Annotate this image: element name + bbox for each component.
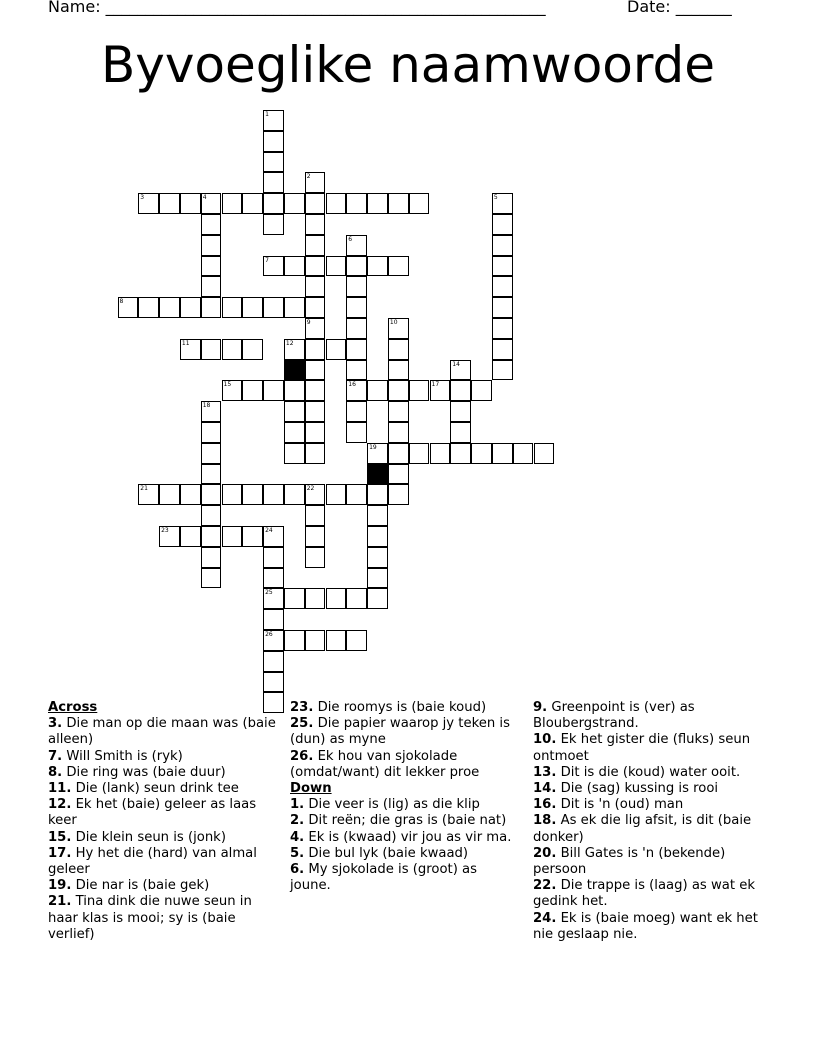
- clue-number: 17: [431, 381, 440, 389]
- crossword-cell[interactable]: [346, 630, 367, 651]
- crossword-cell[interactable]: [326, 630, 347, 651]
- clue-across-26: 26. Ek hou van sjokolade (omdat/want) dit lekker proe: [290, 748, 480, 780]
- crossword-cell[interactable]: [305, 547, 326, 568]
- crossword-cell[interactable]: [305, 401, 326, 422]
- crossword-cell[interactable]: [263, 297, 284, 318]
- crossword-cell[interactable]: [388, 193, 409, 214]
- crossword-cell[interactable]: [201, 235, 222, 256]
- crossword-cell[interactable]: [118, 297, 139, 318]
- crossword-cell[interactable]: [388, 484, 409, 505]
- crossword-cell[interactable]: [263, 152, 284, 173]
- crossword-cell[interactable]: [346, 256, 367, 277]
- crossword-cell[interactable]: [305, 443, 326, 464]
- crossword-cell[interactable]: [242, 339, 263, 360]
- crossword-cell[interactable]: [492, 297, 513, 318]
- clue-across-3: 3. Die man op die maan was (baie alleen): [48, 716, 276, 748]
- clue-across-17: 17. Hy het die (hard) van almal geleer: [48, 845, 257, 878]
- clue-across-12: 12. Ek het (baie) geleer as laas keer: [48, 797, 257, 829]
- crossword-cell[interactable]: [346, 276, 367, 297]
- crossword-cell[interactable]: [305, 256, 326, 277]
- clue-number: 11: [181, 339, 190, 347]
- crossword-cell[interactable]: [305, 360, 326, 381]
- crossword-cell[interactable]: [263, 484, 284, 505]
- clue-across-7: 7. Will Smith is (ryk): [48, 748, 183, 764]
- crossword-cell[interactable]: [346, 422, 367, 443]
- clue-down-16: 16. Dit is 'n (oud) man: [533, 797, 684, 813]
- crossword-cell[interactable]: [263, 672, 284, 693]
- crossword-cell[interactable]: [263, 131, 284, 152]
- crossword-cell[interactable]: [367, 568, 388, 589]
- crossword-cell[interactable]: [222, 193, 243, 214]
- crossword-cell[interactable]: [450, 380, 471, 401]
- clue-down-2: 2. Dit reën; die gras is (baie nat): [290, 813, 507, 829]
- crossword-cell[interactable]: [222, 484, 243, 505]
- crossword-cell[interactable]: [492, 360, 513, 381]
- crossword-cell[interactable]: [305, 339, 326, 360]
- crossword-cell[interactable]: [326, 339, 347, 360]
- crossword-cell[interactable]: [201, 464, 222, 485]
- clue-number: 15: [223, 381, 232, 389]
- crossword-cell[interactable]: [513, 443, 534, 464]
- crossword-cell[interactable]: [201, 297, 222, 318]
- crossword-cell[interactable]: [263, 110, 284, 131]
- clue-column-3: [533, 700, 761, 943]
- clue-number: 7: [265, 256, 269, 264]
- crossword-cell[interactable]: [346, 193, 367, 214]
- crossword-cell[interactable]: [305, 526, 326, 547]
- clue-number: 12: [285, 339, 294, 347]
- crossword-cell[interactable]: [305, 172, 326, 193]
- clue-number: 8: [119, 298, 124, 306]
- crossword-cell[interactable]: [159, 484, 180, 505]
- crossword-cell[interactable]: [492, 339, 513, 360]
- clue-down-6: 6. My sjokolade is (groot) as joune.: [290, 862, 477, 894]
- crossword-cell[interactable]: [409, 193, 430, 214]
- crossword-cell[interactable]: [284, 380, 305, 401]
- crossword-cell[interactable]: [346, 360, 367, 381]
- crossword-cell[interactable]: [263, 193, 284, 214]
- crossword-cell[interactable]: [305, 214, 326, 235]
- crossword-cell[interactable]: [346, 484, 367, 505]
- crossword-cell[interactable]: [534, 443, 555, 464]
- crossword-cell[interactable]: [201, 401, 222, 422]
- crossword-cell[interactable]: [346, 235, 367, 256]
- crossword-cell[interactable]: [388, 422, 409, 443]
- crossword-cell[interactable]: [222, 526, 243, 547]
- crossword-cell[interactable]: [284, 339, 305, 360]
- crossword-cell[interactable]: [263, 547, 284, 568]
- crossword-cell[interactable]: [201, 443, 222, 464]
- crossword-cell[interactable]: [346, 380, 367, 401]
- crossword-cell[interactable]: [367, 256, 388, 277]
- clue-down-4: 4. Ek is (kwaad) vir jou as vir ma.: [290, 829, 512, 845]
- crossword-cell[interactable]: [367, 547, 388, 568]
- crossword-cell[interactable]: [201, 339, 222, 360]
- page-title: Byvoeglike naamwoorde: [100, 36, 716, 94]
- crossword-cell[interactable]: [201, 568, 222, 589]
- crossword-cell[interactable]: [367, 380, 388, 401]
- crossword-cell[interactable]: [159, 526, 180, 547]
- crossword-cell[interactable]: [284, 422, 305, 443]
- clue-across-15: 15. Die klein seun is (jonk): [48, 829, 226, 845]
- crossword-cell[interactable]: [305, 297, 326, 318]
- crossword-cell[interactable]: [492, 443, 513, 464]
- crossword-cell[interactable]: [305, 630, 326, 651]
- crossword-cell[interactable]: [305, 484, 326, 505]
- crossword-cell[interactable]: [284, 443, 305, 464]
- crossword-cell[interactable]: [367, 193, 388, 214]
- clue-down-13: 13. Dit is die (koud) water ooit.: [533, 764, 741, 780]
- crossword-cell[interactable]: [138, 484, 159, 505]
- clue-number: 16: [348, 381, 356, 389]
- crossword-cell[interactable]: [284, 297, 305, 318]
- crossword-cell[interactable]: [305, 380, 326, 401]
- crossword-cell[interactable]: [305, 235, 326, 256]
- crossword-cell[interactable]: [388, 360, 409, 381]
- clue-down-10: 10. Ek het gister die (fluks) seun ontmoet: [533, 732, 751, 764]
- crossword-cell[interactable]: [263, 630, 284, 651]
- crossword-cell[interactable]: [346, 297, 367, 318]
- crossword-cell[interactable]: [305, 193, 326, 214]
- crossword-cell[interactable]: [284, 484, 305, 505]
- clue-across-21: 21. Tina dink die nuwe seun in haar klas is mooi; sy is (baie verlief): [48, 894, 252, 942]
- crossword-cell[interactable]: [388, 443, 409, 464]
- crossword-cell[interactable]: [201, 526, 222, 547]
- crossword-cell[interactable]: [450, 443, 471, 464]
- crossword-cell[interactable]: [201, 505, 222, 526]
- crossword-cell[interactable]: [430, 443, 451, 464]
- crossword-cell[interactable]: [388, 339, 409, 360]
- crossword-cell[interactable]: [492, 318, 513, 339]
- crossword-cell[interactable]: [180, 297, 201, 318]
- clue-column-1: [48, 700, 276, 943]
- crossword-cell[interactable]: [305, 588, 326, 609]
- clue-number: 22: [306, 485, 315, 493]
- crossword-cell[interactable]: [284, 401, 305, 422]
- crossword-cell[interactable]: [201, 547, 222, 568]
- crossword-cell[interactable]: [492, 235, 513, 256]
- clue-number: 23: [161, 527, 169, 534]
- crossword-cell[interactable]: [222, 380, 243, 401]
- crossword-cell[interactable]: [242, 526, 263, 547]
- clue-number: 3: [140, 194, 145, 202]
- crossword-cell[interactable]: [305, 276, 326, 297]
- crossword-cell[interactable]: [180, 484, 201, 505]
- crossword-cell[interactable]: [367, 505, 388, 526]
- clue-number: 24: [265, 527, 273, 534]
- crossword-cell[interactable]: [326, 256, 347, 277]
- clue-number: 26: [265, 631, 273, 638]
- crossword-cell[interactable]: [367, 443, 388, 464]
- crossword-cell[interactable]: [180, 339, 201, 360]
- clue-number: 19: [369, 443, 377, 451]
- date-line: Date: _______: [627, 0, 732, 16]
- crossword-cell[interactable]: [263, 380, 284, 401]
- crossword-cell[interactable]: [222, 297, 243, 318]
- crossword-cell[interactable]: [242, 484, 263, 505]
- crossword-cell[interactable]: [409, 380, 430, 401]
- crossword-cell[interactable]: [492, 193, 513, 214]
- crossword-cell[interactable]: [242, 193, 263, 214]
- crossword-cell[interactable]: [367, 588, 388, 609]
- crossword-cell[interactable]: [263, 651, 284, 672]
- crossword-cell[interactable]: [201, 484, 222, 505]
- clue-down-22: 22. Die trappe is (laag) as wat ek gedink het.: [533, 878, 755, 910]
- crossword-cell[interactable]: [346, 401, 367, 422]
- crossword-cell[interactable]: [284, 256, 305, 277]
- clue-number: 18: [202, 402, 211, 410]
- crossword-cell[interactable]: [388, 401, 409, 422]
- crossword-cell[interactable]: [201, 422, 222, 443]
- crossword-cell[interactable]: [471, 443, 492, 464]
- crossword-cell[interactable]: [284, 630, 305, 651]
- crossword-cell[interactable]: [263, 609, 284, 630]
- crossword-cell[interactable]: [346, 318, 367, 339]
- crossword-cell[interactable]: [346, 339, 367, 360]
- clue-across-19: 19. Die nar is (baie gek): [48, 878, 210, 894]
- crossword-cell[interactable]: [263, 256, 284, 277]
- crossword-cell[interactable]: [242, 297, 263, 318]
- clue-down-5: 5. Die bul lyk (baie kwaad): [290, 845, 469, 861]
- clue-across-25: 25. Die papier waarop jy teken is (dun) as myne: [290, 716, 510, 748]
- crossword-cell[interactable]: [367, 526, 388, 547]
- crossword-cell[interactable]: [180, 193, 201, 214]
- clue-number: 1: [265, 111, 269, 118]
- clue-number: 25: [265, 589, 273, 597]
- crossword-cell[interactable]: [450, 401, 471, 422]
- clue-across-23: 23. Die roomys is (baie koud): [290, 700, 487, 715]
- clue-across-8: 8. Die ring was (baie duur): [48, 764, 226, 780]
- crossword-cell[interactable]: [388, 380, 409, 401]
- crossword-cell[interactable]: [138, 297, 159, 318]
- crossword-cell[interactable]: [242, 380, 263, 401]
- crossword-cell[interactable]: [263, 568, 284, 589]
- clue-number: 9: [306, 319, 311, 326]
- clue-down-20: 20. Bill Gates is 'n (bekende) persoon: [533, 845, 726, 878]
- clue-down-14: 14. Die (sag) kussing is rooi: [533, 781, 719, 797]
- crossword-cell[interactable]: [367, 484, 388, 505]
- crossword-cell[interactable]: [326, 484, 347, 505]
- crossword-cell[interactable]: [430, 380, 451, 401]
- crossword-cell[interactable]: [201, 256, 222, 277]
- crossword-cell[interactable]: [180, 526, 201, 547]
- clue-across-11: 11. Die (lank) seun drink tee: [48, 781, 239, 797]
- crossword-cell[interactable]: [326, 193, 347, 214]
- clue-number: 21: [140, 485, 148, 493]
- crossword-cell[interactable]: [263, 588, 284, 609]
- crossword-cell[interactable]: [305, 505, 326, 526]
- crossword-cell[interactable]: [388, 318, 409, 339]
- clue-down-18: 18. As ek die lig afsit, is dit (baie donker): [533, 813, 752, 845]
- crossword-cell[interactable]: [409, 443, 430, 464]
- crossword-cell[interactable]: [263, 172, 284, 193]
- clue-down-1: 1. Die veer is (lig) as die klip: [290, 797, 480, 813]
- crossword-cell[interactable]: [346, 588, 367, 609]
- clue-column-2: [290, 700, 518, 894]
- crossword-cell[interactable]: [388, 464, 409, 485]
- clue-number: 4: [202, 194, 207, 202]
- clue-number: 6: [348, 235, 353, 243]
- crossword-cell[interactable]: [263, 526, 284, 547]
- crossword-cell[interactable]: [388, 256, 409, 277]
- clue-down-9: 9. Greenpoint is (ver) as Bloubergstrand.: [533, 700, 695, 732]
- crossword-cell[interactable]: [326, 588, 347, 609]
- crossword-cell[interactable]: [492, 276, 513, 297]
- crossword-cell[interactable]: [471, 380, 492, 401]
- clue-number: 5: [493, 194, 498, 202]
- name-line: Name: _______________________________________________________: [48, 0, 546, 16]
- crossword-cell[interactable]: [263, 214, 284, 235]
- across-heading: Across: [48, 700, 98, 715]
- crossword-cell[interactable]: [492, 256, 513, 277]
- crossword-cell[interactable]: [284, 193, 305, 214]
- crossword-cell[interactable]: [201, 276, 222, 297]
- clue-down-24: 24. Ek is (baie moeg) want ek het nie geslaap nie.: [533, 910, 758, 942]
- crossword-cell[interactable]: [159, 297, 180, 318]
- crossword-cell[interactable]: [450, 360, 471, 381]
- crossword-cell[interactable]: [201, 193, 222, 214]
- crossword-cell[interactable]: [201, 214, 222, 235]
- crossword-cell[interactable]: [305, 318, 326, 339]
- crossword-cell[interactable]: [222, 339, 243, 360]
- down-heading: Down: [290, 781, 332, 797]
- crossword-cell[interactable]: [492, 214, 513, 235]
- clue-number: 10: [389, 319, 398, 326]
- crossword-black-cell: [284, 360, 305, 381]
- clue-number: 2: [306, 173, 311, 181]
- crossword-cell[interactable]: [159, 193, 180, 214]
- clue-number: 14: [452, 360, 460, 368]
- crossword-cell[interactable]: [284, 588, 305, 609]
- crossword-black-cell: [367, 464, 388, 485]
- crossword-cell[interactable]: [305, 422, 326, 443]
- crossword-cell[interactable]: [138, 193, 159, 214]
- crossword-cell[interactable]: [450, 422, 471, 443]
